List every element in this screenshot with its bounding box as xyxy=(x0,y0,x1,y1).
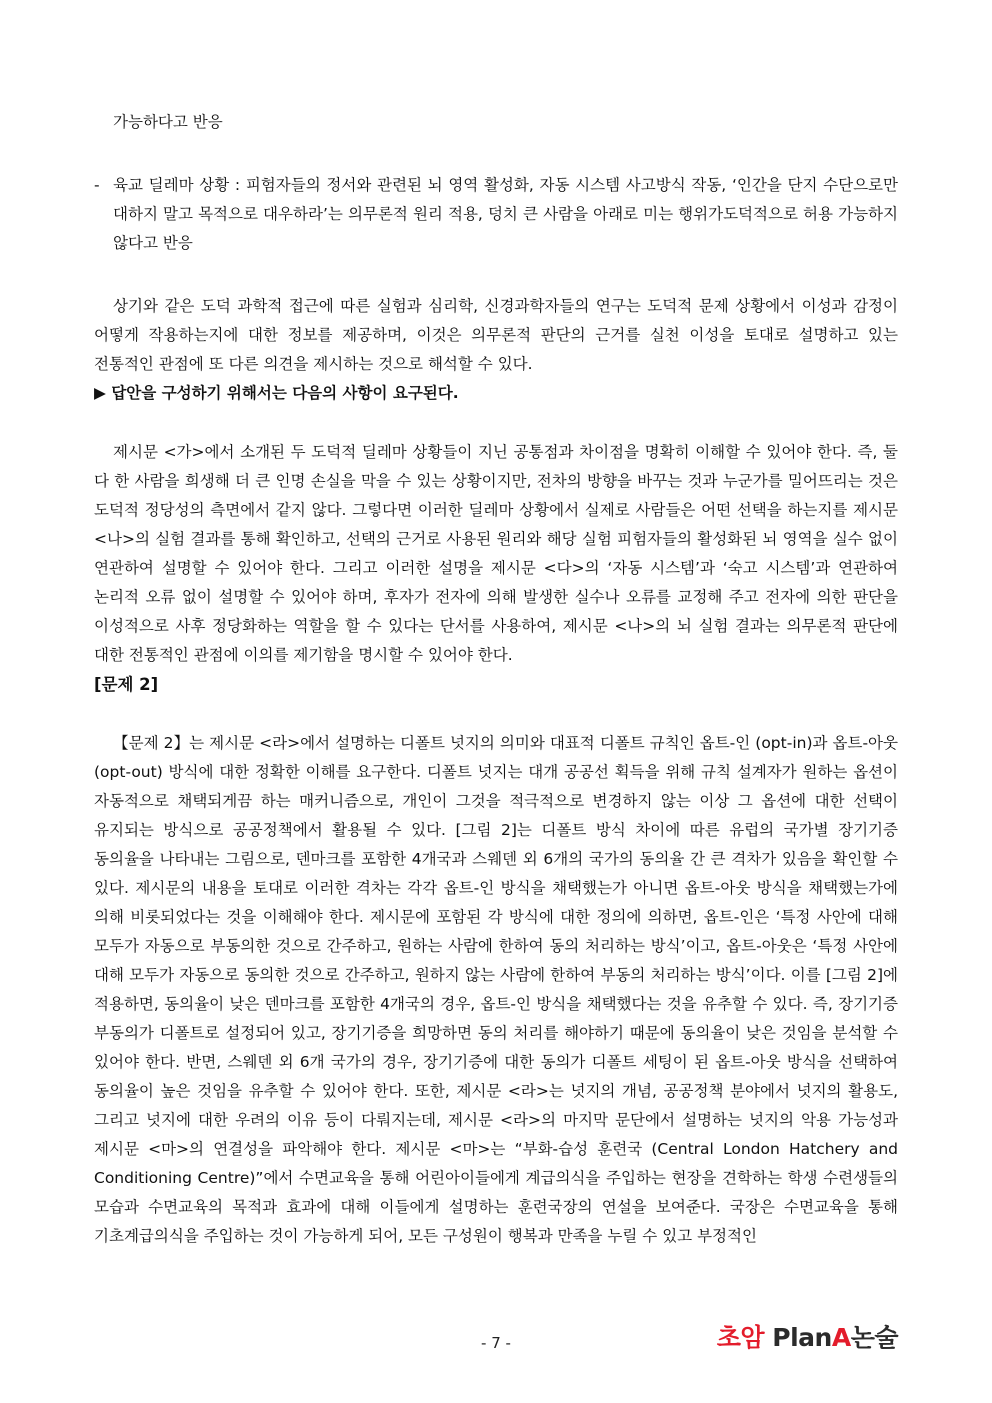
logo-text-plan: Plan xyxy=(772,1323,832,1352)
bullet-mark: - xyxy=(94,176,100,194)
logo-text-choam: 초암 xyxy=(716,1323,765,1352)
dilemma-bullet xyxy=(94,171,898,258)
page-number: - 7 - xyxy=(481,1334,511,1352)
dilemma-bullet-text: 육교 딜레마 상황 : 피험자들의 정서와 관련된 뇌 영역 활성화, 자동 시스템 사고방식 작동, ‘인간을 단지 수단으로만 대하지 말고 목적으로 대우하라’는 의무론적 원리 적용, 덩치 큰 사람을 아래로 미는 행위가도덕적으로 허용 가능하지 않다고 반응 xyxy=(113,176,898,252)
requirements-heading: ▶ 답안을 구성하기 위해서는 다음의 사항이 요구된다. xyxy=(94,384,459,402)
brand-logo xyxy=(717,1318,898,1354)
question2-paragraph: 【문제 2】는 제시문 <라>에서 설명하는 디폴트 넛지의 의미와 대표적 디폴트 규칙인 옵트-인 (opt-in)과 옵트-아웃 (opt-out) 방식에 대한 정확한 이해를 요구한다. 디폴트 넛지는 대개 공공선 획득을 위해 규칙 설계자가 원하는 옵션이 자동적으로 채택되게끔 하는 매커니즘으로, 개인이 그것을 적극적으로 변경하지 않는 이상 그 옵션에 대한 선택이 유지되는 방식으로 공공정책에서 활용될 수 있다. [그림 2]는 디폴트 방식 차이에 따른 유럽의 국가별 장기기증 동의율을 나타내는 그림으로, 덴마크를 포함한 4개국과 스웨덴 외 6개의 국가의 동의율 간 큰 격차가 있음을 확인할 수 있다. 제시문의 내용을 토대로 이러한 격차는 각각 옵트-인 방식을 채택했는가 아니면 옵트-아웃 방식을 채택했는가에 의해 비롯되었다는 것을 이해해야 한다. 제시문에 포함된 각 방식에 대한 정의에 의하면, 옵트-인은 ‘특정 사안에 대해 모두가 자동으로 부동의한 것으로 간주하고, 원하는 사람에 한하여 동의 처리하는 방식’이고, 옵트-아웃은 ‘특정 사안에 대해 모두가 자동으로 동의한 것으로 간주하고, 원하지 않는 사람에 한하여 부동의 처리하는 방식’이다. 이를 [그림 2]에 적용하면, 동의율이 낮은 덴마크를 포함한 4개국의 경우, 옵트-인 방식을 채택했다는 것을 유추할 수 있다. 즉, 장기기증 부동의가 디폴트로 설정되어 있고, 장기기증을 희망하면 동의 처리를 해야하기 때문에 동의율이 낮은 것임을 분석할 수 있어야 한다. 반면, 스웨덴 외 6개 국가의 경우, 장기기증에 대한 동의가 디폴트 세팅이 된 옵트-아웃 방식을 선택하여 동의율이 높은 것임을 유추할 수 있어야 한다. 또한, 제시문 <라>는 넛지의 개념, 공공정책 분야에서 넛지의 활용도, 그리고 넛지에 대한 우려의 이유 등이 다뤄지는데, 제시문 <라>의 마지막 문단에서 설명하는 넛지의 악용 가능성과 제시문 <마>의 연결성을 파악해야 한다. 제시문 <마>는 “부화-습성 훈련국 (Central London Hatchery and Conditioning Centre)”에서 수면교육을 통해 어린아이들에게 계급의식을 주입하는 현장을 견학하는 학생 수련생들의 모습과 수면교육의 목적과 효과에 대해 이들에게 설명하는 훈련국장의 연설을 보여준다. 국장은 수면교육을 통해 기초계급의식을 주입하는 것이 가능하게 되어, 모든 구성원이 행복과 만족을 누릴 수 있고 부정적인 xyxy=(94,734,898,1245)
summary-paragraph: 상기와 같은 도덕 과학적 접근에 따른 실험과 심리학, 신경과학자들의 연구는 도덕적 문제 상황에서 이성과 감정이 어떻게 작용하는지에 대한 정보를 제공하며, 이것은 의무론적 판단의 근거를 실천 이성을 토대로 설명하고 있는 전통적인 관점에 또 다른 의견을 제시하는 것으로 해석할 수 있다. xyxy=(94,297,898,373)
question2-heading: [문제 2] xyxy=(94,675,159,694)
logo-text-nonsul: 논술 xyxy=(850,1323,898,1352)
logo-text-a: A xyxy=(831,1323,851,1352)
requirements-paragraph: 제시문 <가>에서 소개된 두 도덕적 딜레마 상황들이 지닌 공통점과 차이점을 명확히 이해할 수 있어야 한다. 즉, 둘 다 한 사람을 희생해 더 큰 인명 손실을 막을 수 있는 상황이지만, 전차의 방향을 바꾸는 것과 누군가를 밀어뜨리는 것은 도덕적 정당성의 측면에서 같지 않다. 그렇다면 이러한 딜레마 상황에서 실제로 사람들은 어떤 선택을 하는지를 제시문 <나>의 실험 결과를 통해 확인하고, 선택의 근거로 사용된 원리와 해당 실험 피험자들의 활성화된 뇌 영역을 실수 없이 연관하여 설명할 수 있어야 한다. 그리고 이러한 설명을 제시문 <다>의 ‘자동 시스템’과 ‘숙고 시스템’과 연관하여 논리적 오류 없이 설명할 수 있어야 하며, 후자가 전자에 의해 발생한 실수나 오류를 교정해 주고 전자에 의한 판단을 이성적으로 사후 정당화하는 역할을 할 수 있다는 단서를 사용하여, 제시문 <나>의 뇌 실험 결과는 의무론적 판단에 대한 전통적인 관점에 이의를 제기함을 명시할 수 있어야 한다. xyxy=(94,443,898,664)
page-content xyxy=(94,108,898,1251)
continuation-line: 가능하다고 반응 xyxy=(113,113,223,131)
